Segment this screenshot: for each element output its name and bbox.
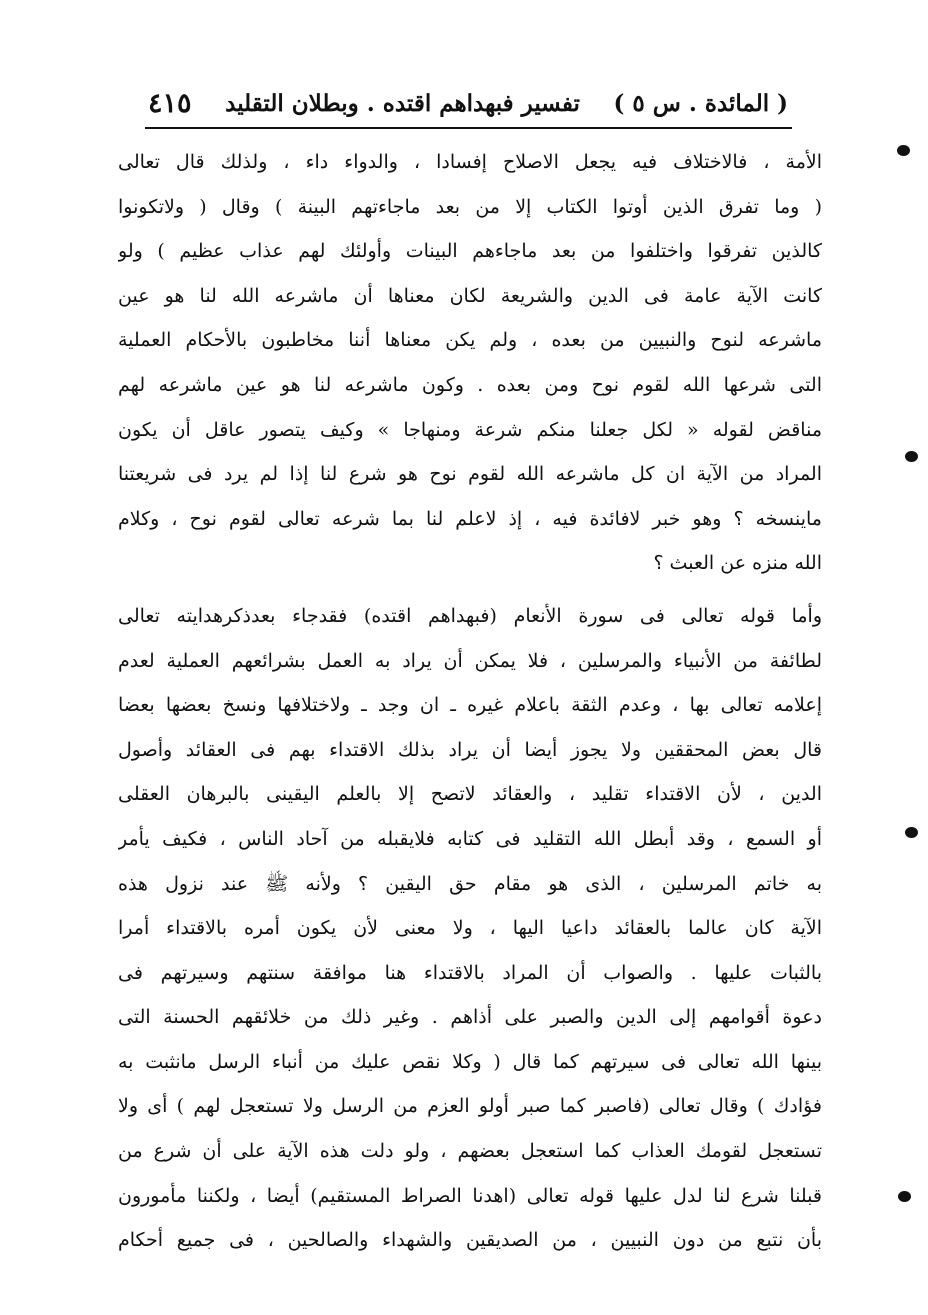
text-line: وأما قوله تعالى فى سورة الأنعام (فبهداهم اقتده) فقدجاء بعدذكرهدايته تعالى <box>118 604 822 627</box>
text-line: قال بعض المحققين ولا يجوز أيضا أن يراد بذلك الاقتداء بهم فى العقائد وأصول <box>118 738 822 761</box>
paragraph-gap <box>118 586 822 594</box>
text-line: بينها الله تعالى فى سيرتهم كما قال ( وكلا نقص عليك من أنباء الرسل مانثبت به <box>118 1050 822 1073</box>
text-line: إعلامه تعالى بها ، وعدم الثقة باعلام غيره ـ ان وجد ـ ولاختلافها ونسخ بعضها بعضا <box>118 694 822 717</box>
text-line: بالثبات عليها . والصواب أن المراد بالاقتداء هنا موافقة سنتهم وسيرتهم فى <box>118 961 822 984</box>
text-line: أو السمع ، وقد أبطل الله التقليد فى كتابه فلايقبله من آحاد الناس ، فكيف يأمر <box>118 827 822 850</box>
text-line: ماينسخه ؟ وهو خبر لافائدة فيه ، إذ لاعلم لنا بما شرعه تعالى لقوم نوح ، وكلام <box>118 507 822 530</box>
text-line: تستعجل لقومك العذاب كما استعجل بعضهم ، ولو دلت هذه الآية على أن شرع من <box>118 1140 822 1163</box>
page-header <box>148 82 788 124</box>
text-line: بأن نتبع من دون النبيين ، من الصديقين والشهداء والصالحين ، فى جميع أحكام <box>118 1229 822 1252</box>
text-line: كالذين تفرقوا واختلفوا من بعد ماجاءهم البينات وأولئك لهم عذاب عظيم ) ولو <box>118 240 822 263</box>
text-line: الله منزه عن العبث ؟ <box>653 552 822 575</box>
running-title: تفسير فبهداهم اقتده . وبطلان التقليد <box>225 89 580 117</box>
binding-hole-mark <box>897 145 910 156</box>
text-line: المراد من الآية ان كل ماشرعه الله لقوم نوح هو شرع لنا إذا لم يرد فى شريعتنا <box>118 463 822 486</box>
text-line: ماشرعه لنوح والنبيين من بعده ، ولم يكن معناها أننا مخاطبون بالأحكام العملية <box>118 329 822 352</box>
text-line: قبلنا شرع لنا لدل عليها قوله تعالى (اهدنا الصراط المستقيم) أيضا ، ولكننا مأمورون <box>118 1184 822 1207</box>
text-line: التى شرعها الله لقوم نوح ومن بعده . وكون ماشرعه لنا هو عين ماشرعه لهم <box>118 373 822 396</box>
text-line: الأمة ، فالاختلاف فيه يجعل الاصلاح إفسادا ، والدواء داء ، ولذلك قال تعالى <box>118 151 822 173</box>
text-line: ( وما تفرق الذين أوتوا الكتاب إلا من بعد ماجاءتهم البينة ) وقال ( ولاتكونوا <box>118 195 822 218</box>
text-line: فؤادك ) وقال تعالى (فاصبر كما صبر أولو العزم من الرسل ولا تستعجل لهم ) أى ولا <box>118 1095 822 1118</box>
binding-hole-mark <box>905 827 918 838</box>
text-line: كانت الآية عامة فى الدين والشريعة لكان معناها أن ماشرعه الله لنا هو عين <box>118 284 822 307</box>
body-text <box>118 140 822 1263</box>
text-line: به خاتم المرسلين ، الذى هو مقام حق اليقين ؟ ولأنه ﷺ عند نزول هذه <box>118 872 822 895</box>
text-line: الدين ، لأن الاقتداء تقليد ، والعقائد لاتصح إلا بالعلم اليقينى بالبرهان العقلى <box>118 783 822 806</box>
text-line: دعوة أقوامهم إلى الدين والصبر على أذاهم . وغير ذلك من خلائقهم الحسنة التى <box>118 1006 822 1029</box>
text-line: لطائفة من الأنبياء والمرسلين ، فلا يمكن أن يراد به العمل بشرائعهم العملية لعدم <box>118 649 822 672</box>
binding-hole-mark <box>898 1191 911 1202</box>
paragraph <box>118 140 822 586</box>
text-line: مناقض لقوله « لكل جعلنا منكم شرعة ومنهاجا » وكيف يتصور عاقل أن يكون <box>118 418 822 441</box>
header-rule <box>145 127 792 129</box>
binding-hole-mark <box>905 451 918 462</box>
page-number: ٤١٥ <box>148 87 192 119</box>
text-line: الآية كان عالما بالعقائد داعيا اليها ، ولا معنى لأن يكون أمره بالاقتداء أمرا <box>118 917 822 940</box>
paragraph <box>118 594 822 1263</box>
surah-reference: ( المائدة . س ٥ ) <box>613 89 788 117</box>
